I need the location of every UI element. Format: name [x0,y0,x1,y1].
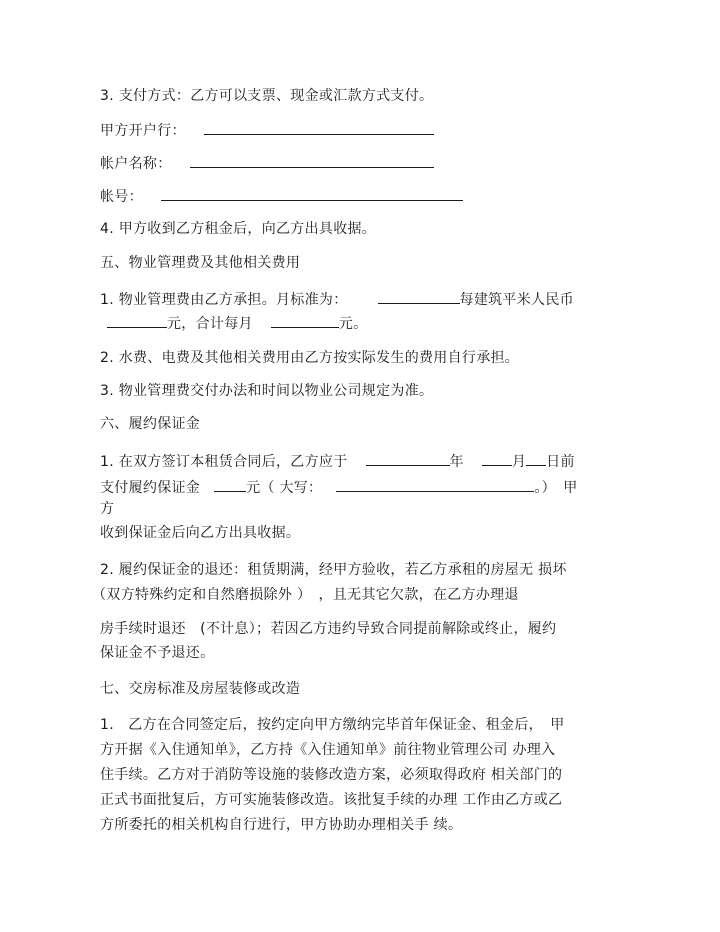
fee-clause-1 [100,290,574,309]
day-blank [526,452,546,466]
bank-blank [204,121,434,135]
receipt-clause: 4. 甲方收到乙方租金后，向乙方出具收据。 [100,221,377,237]
year-label: 年 [449,454,464,470]
month-label: 月 [511,454,527,470]
deposit-clause-2-line-3: 房手续时退还 (不计息）；若因乙方违约导致合同提前解除或终止，履约 [100,621,557,637]
handover-clause-line-1: 1. 乙方在合同签定后，按约定向甲方缴纳完毕首年保证金、租金后， 甲 [100,717,565,733]
account-number-label: 帐号： [100,189,143,205]
deposit-clause-1-cont [100,478,578,497]
deposit-clause-1-party: 方 [100,501,115,517]
payment-method-clause: 3. 支付方式：乙方可以支票、现金或汇款方式支付。 [100,88,434,104]
deposit-clause-2-line-2: （双方特殊约定和自然磨损除外 ） ，且无其它欠款，在乙方办理退 [92,587,519,603]
fee-monthly-text: 元，合计每月 [167,316,253,332]
section-7-heading: 七、交房标准及房屋装修或改造 [100,681,301,697]
deposit-clause-1 [100,452,575,471]
handover-clause-line-2: 方开据《入住通知单》，乙方持《入住通知单》前往物业管理公司 办理入 [100,742,556,758]
deposit-clause-1-text: 1. 在双方签订本租赁合同后，乙方应于 [100,454,348,470]
deposit-uppercase-label: 元（ 大写： [246,480,323,496]
handover-clause-line-3: 住手续。乙方对于消防等设施的装修改造方案，必须取得政府 相关部门的 [100,767,563,783]
day-label: 日前 [546,454,575,470]
handover-clause-line-5: 方所委托的相关机构自行进行，甲方协助办理相关手 续。 [100,817,463,833]
deposit-amount-blank [214,478,246,492]
account-number-blank [161,187,463,201]
fee-clause-1-cont [107,314,367,333]
monthly-total-blank [271,314,339,328]
account-name-blank [190,154,434,168]
deposit-pay-text: 支付履约保证金 [100,480,201,496]
deposit-end-text: 。） 甲 [534,480,578,496]
deposit-clause-2-line-4: 保证金不予退还。 [100,645,215,661]
account-name-line [100,154,434,173]
fee-yuan-text: 元。 [338,316,368,332]
section-6-heading: 六、履约保证金 [100,416,201,432]
section-5-heading: 五、物业管理费及其他相关费用 [100,255,301,271]
fee-clause-3: 3. 物业管理费交付办法和时间以物业公司规定为准。 [100,383,434,399]
handover-clause-line-4: 正式书面批复后，方可实施装修改造。该批复手续的办理 工作由乙方或乙 [100,792,563,808]
fee-clause-2: 2. 水费、电费及其他相关费用由乙方按实际发生的费用自行承担。 [100,350,520,366]
fee-amount-blank [107,314,167,328]
year-blank [366,452,450,466]
account-name-label: 帐户名称： [100,156,172,172]
deposit-uppercase-blank [336,478,534,492]
account-number-line [100,187,463,206]
month-blank [482,452,512,466]
fee-unit-text: 每建筑平米人民币 [459,292,574,308]
fee-rate-blank [378,290,460,304]
fee-clause-1-text: 1. 物业管理费由乙方承担。月标准为： [100,292,348,308]
bank-line [100,121,434,140]
deposit-clause-1-receipt: 收到保证金后向乙方出具收据。 [100,525,301,541]
deposit-clause-2-line-1: 2. 履约保证金的退还：租赁期满，经甲方验收，若乙方承租的房屋无 损坏 [100,562,567,578]
bank-label: 甲方开户行： [100,123,186,139]
